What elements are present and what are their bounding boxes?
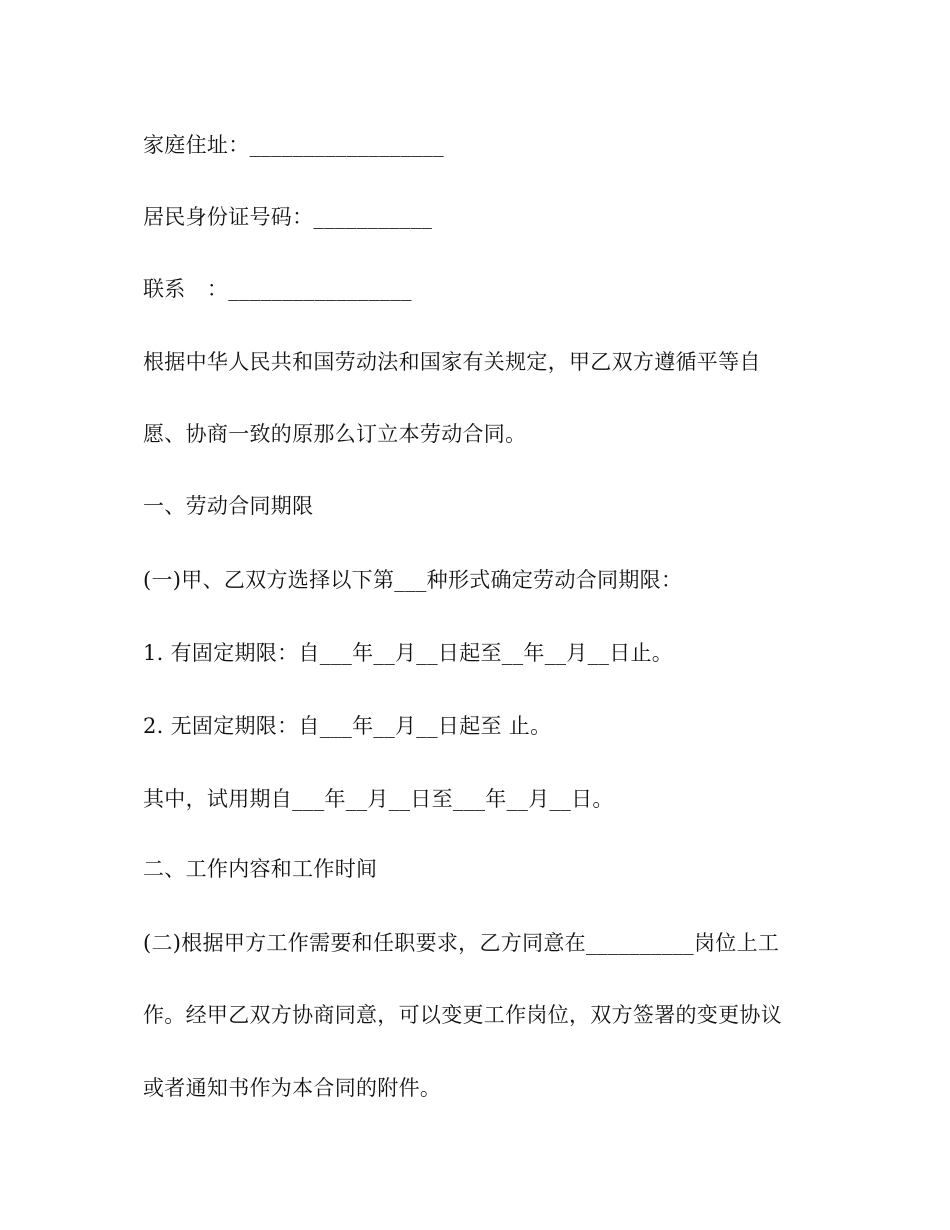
section-heading-work-content: 二、工作内容和工作时间 (143, 857, 378, 881)
field-id-number: 居民身份证号码：___________ (143, 205, 433, 229)
body-paragraph-line: 愿、协商一致的原那么订立本劳动合同。 (143, 422, 527, 446)
body-paragraph-line: (二)根据甲方工作需要和任职要求，乙方同意在__________岗位上工 (143, 931, 780, 955)
field-home-address: 家庭住址：__________________ (143, 133, 444, 157)
body-paragraph-line: 或者通知书作为本合同的附件。 (143, 1076, 442, 1100)
field-contact: 联系 ：_________________ (143, 277, 412, 301)
clause-probation: 其中，试用期自___年__月__日至___年__月__日。 (143, 787, 614, 811)
clause-open-term: 2. 无固定期限：自___年__月__日起至 止。 (143, 714, 552, 738)
section-heading-contract-term: 一、劳动合同期限 (143, 494, 314, 518)
clause-fixed-term: 1. 有固定期限：自___年__月__日起至__年__月__日止。 (143, 641, 674, 665)
clause-term-choice: (一)甲、乙双方选择以下第___种形式确定劳动合同期限： (143, 568, 683, 592)
body-paragraph-line: 作。经甲乙双方协商同意，可以变更工作岗位，双方签署的变更协议 (143, 1003, 782, 1027)
body-paragraph-line: 根据中华人民共和国劳动法和国家有关规定，甲乙双方遵循平等自 (143, 350, 761, 374)
